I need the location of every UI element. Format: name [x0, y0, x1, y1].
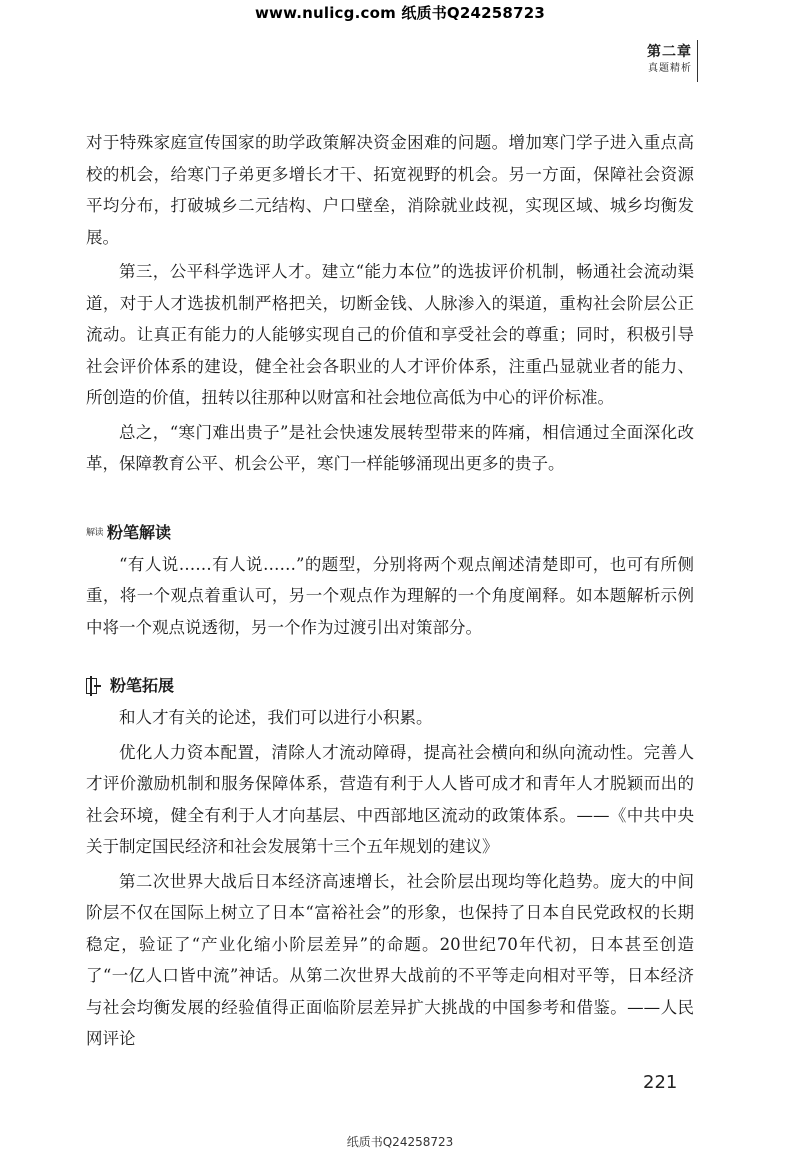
section-title-expand: 粉笔拓展: [110, 676, 175, 695]
header-divider: [697, 40, 698, 82]
page-number: 221: [643, 1072, 678, 1093]
read-paragraph: “有人说……有人说……”的题型，分别将两个观点阐述清楚即可，也可有所侧重，将一个观点着重认可，另一个观点作为理解的一个角度阐释。如本题解析示例中将一个观点说透彻，另一个作为过渡引出对策部分。: [86, 554, 694, 637]
section-title-read: 粉笔解读: [107, 522, 172, 542]
body-paragraph-3: 总之，“寒门难出贵子”是社会快速发展转型带来的阵痛，相信通过全面深化改革，保障教育公平、机会公平，寒门一样能够涌现出更多的贵子。: [86, 422, 694, 473]
expand-paragraph-1: 和人才有关的论述，我们可以进行小积累。: [119, 708, 433, 727]
section-heading-read: [86, 520, 694, 546]
section-heading-expand: [86, 673, 694, 699]
bottom-watermark: 纸质书Q24258723: [346, 1135, 454, 1149]
chapter-title: 第二章: [647, 44, 692, 60]
expand-paragraph-3: 第二次世界大战后日本经济高速增长，社会阶层出现均等化趋势。庞大的中间阶层不仅在国际上树立了日本“富裕社会”的形象，也保持了日本自民党政权的长期稳定，验证了“产业化缩小阶层差异”的命题。20世纪70年代初，日本甚至创造了“一亿人口皆中流”神话。从第二次世界大战前的不平等走向相对平等，日本经济与社会均衡发展的经验值得正面临阶层差异扩大挑战的中国参考和借鉴。——人民网评论: [86, 871, 694, 1048]
top-watermark: www.nulicg.com 纸质书Q24258723: [255, 4, 545, 22]
expand-icon: [86, 676, 102, 696]
chapter-subtitle: 真题精析: [648, 63, 692, 74]
page-content: [86, 127, 694, 1055]
body-paragraph-1: 对于特殊家庭宣传国家的助学政策解决资金困难的问题。增加寒门学子进入重点高校的机会，给寒门子弟更多增长才干、拓宽视野的机会。另一方面，保障社会资源平均分布，打破城乡二元结构、户口壁垒，消除就业歧视，实现区域、城乡均衡发展。: [86, 133, 694, 247]
expand-paragraph-2: 优化人力资本配置，清除人才流动障碍，提高社会横向和纵向流动性。完善人才评价激励机制和服务保障体系，营造有利于人人皆可成才和青年人才脱颖而出的社会环境，健全有利于人才向基层、中西部地区流动的政策体系。——《中共中央关于制定国民经济和社会发展第十三个五年规划的建议》: [86, 742, 694, 856]
read-icon: 解读: [86, 527, 104, 538]
body-paragraph-2: 第三，公平科学选评人才。建立“能力本位”的选拔评价机制，畅通社会流动渠道，对于人才选拔机制严格把关，切断金钱、人脉渗入的渠道，重构社会阶层公正流动。让真正有能力的人能够实现自己的价值和享受社会的尊重；同时，积极引导社会评价体系的建设，健全社会各职业的人才评价体系，注重凸显就业者的能力、所创造的价值，扭转以往那种以财富和社会地位高低为中心的评价标准。: [86, 262, 694, 407]
running-header: [647, 42, 692, 76]
